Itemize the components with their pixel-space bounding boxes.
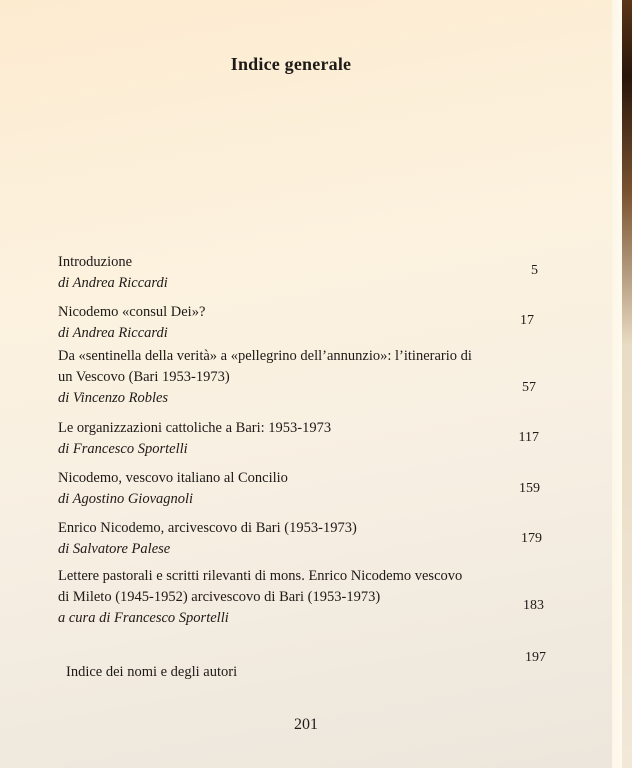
entry-author: di Francesco Sportelli [58,441,188,457]
book-spine-edge [622,0,632,768]
entry-title-line: di Mileto (1945-1952) arcivescovo di Bari (1953-1973) [58,589,381,605]
entry-page-number: 57 [522,380,536,395]
entry-title: Nicodemo «consul Dei»? [58,304,206,320]
entry-title: Enrico Nicodemo, arcivescovo di Bari (1953-1973) [58,520,357,536]
entry-title-line: Lettere pastorali e scritti rilevanti di mons. Enrico Nicodemo vescovo [58,568,463,584]
toc-entry [58,518,558,560]
entry-page-number: 183 [523,598,544,613]
page-edge [612,0,622,768]
entry-page-number: 179 [521,531,542,546]
entry-page-number: 5 [531,263,538,278]
entry-page-number: 17 [520,313,534,328]
entry-page-number: 159 [519,481,540,496]
entry-title: Nicodemo, vescovo italiano al Concilio [58,470,288,486]
entry-author: di Vincenzo Robles [58,390,169,406]
entry-author: di Agostino Giovagnoli [58,491,194,507]
entry-author: a cura di Francesco Sportelli [58,610,229,626]
toc-entry [58,566,578,629]
toc-entry [66,662,566,683]
entry-title-line: Da «sentinella della verità» a «pellegrino dell’annunzio»: l’itinerario di [58,348,472,364]
toc-entry [58,418,558,460]
entry-page-number: 197 [525,650,546,665]
entry-title: Introduzione [58,254,133,270]
toc-entry [58,346,568,409]
entry-author: di Andrea Riccardi [58,275,168,291]
entry-author: di Salvatore Palese [58,541,171,557]
toc-entry [58,302,558,344]
page-folio-number: 201 [294,716,318,733]
entry-page-number: 117 [518,430,539,445]
toc-entry [58,252,558,294]
entry-title-line: un Vescovo (Bari 1953-1973) [58,369,230,385]
entry-title: Indice dei nomi e degli autori [66,664,238,680]
entry-title: Le organizzazioni cattoliche a Bari: 1953-1973 [58,420,332,436]
entry-author: di Andrea Riccardi [58,325,168,341]
toc-entry [58,468,558,510]
page-title: Indice generale [230,54,352,74]
